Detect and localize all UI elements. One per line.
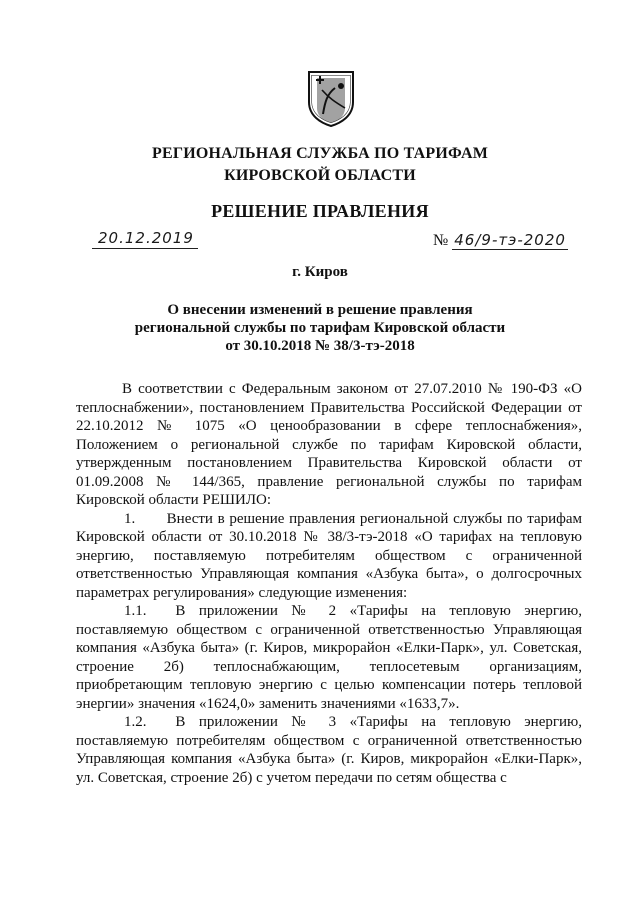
document-date-field	[92, 229, 202, 249]
clause-1	[76, 510, 582, 603]
organization-name-line2: КИРОВСКОЙ ОБЛАСТИ	[224, 167, 416, 184]
preamble-paragraph: В соответствии с Федеральным законом от 27.07.2010 № 190-ФЗ «О теплоснабжении», постановлением Правительства Российской Федерации от 22.10.2012 № 1075 «О ценообразовании в сфере теплоснабжения», Положением о региональной службе по тарифам Кировской области, утвержденным постановлением Правительства Кировской области от 01.09.2008 № 144/365, правление региональной службы по тарифам Кировской области РЕШИЛО:	[76, 381, 582, 508]
city: г. Киров	[292, 264, 348, 280]
document-number: 46/9-тэ-2020	[454, 231, 566, 249]
coat-of-arms-icon	[305, 68, 357, 128]
subject-line2: региональной службы по тарифам Кировской области	[134, 320, 506, 336]
date-underline	[92, 248, 198, 249]
clause-1-1	[76, 602, 582, 713]
clause-text: В приложении № 3 «Тарифы на тепловую энергию, поставляемую потребителям обществом с ограниченной ответственностью Управляющая компания «Азбука быта» (г. Киров, микрорайон «Елки-Парк», ул. Советская, строение 2б) с учетом передачи по сетям общества с	[76, 714, 582, 786]
document-number-field	[433, 231, 583, 250]
document-type-title: РЕШЕНИЕ ПРАВЛЕНИЯ	[211, 201, 429, 221]
subject-line1: О внесении изменений в решение правления	[167, 302, 473, 318]
subject-line3: от 30.10.2018 № 38/3-тэ-2018	[225, 338, 415, 354]
clause-marker: 1.1.	[124, 603, 147, 619]
document-body	[76, 380, 582, 787]
clause-marker: 1.2.	[124, 714, 147, 730]
clause-text: Внести в решение правления региональной службы по тарифам Кировской области от 30.10.2018 № 38/3-тэ-2018 «О тарифах на тепловую энергию, поставляемую потребителям обществом с ограниченной ответственностью Управляющая компания «Азбука быта», о долгосрочных параметрах регулирования» следующие изменения:	[76, 510, 583, 601]
document-date: 20.12.2019	[98, 229, 194, 247]
clause-1-2	[76, 713, 582, 787]
organization-name-line1: РЕГИОНАЛЬНАЯ СЛУЖБА ПО ТАРИФАМ	[151, 145, 489, 162]
document-subject	[0, 301, 640, 355]
clause-text: В приложении № 2 «Тарифы на тепловую энергию, поставляемую обществом с ограниченной ответственностью Управляющая компания «Азбука быта» (г. Киров, микрорайон «Елки-Парк», ул. Советская, строение 2б) теплоснабжающим, теплосетевым организациям, приобретающим тепловую энергию с целью компенсации потерь тепловой энергии» значения «1624,0» заменить значениями «1633,7».	[76, 603, 582, 712]
clause-marker: 1.	[124, 510, 136, 527]
number-sign: №	[433, 232, 449, 249]
